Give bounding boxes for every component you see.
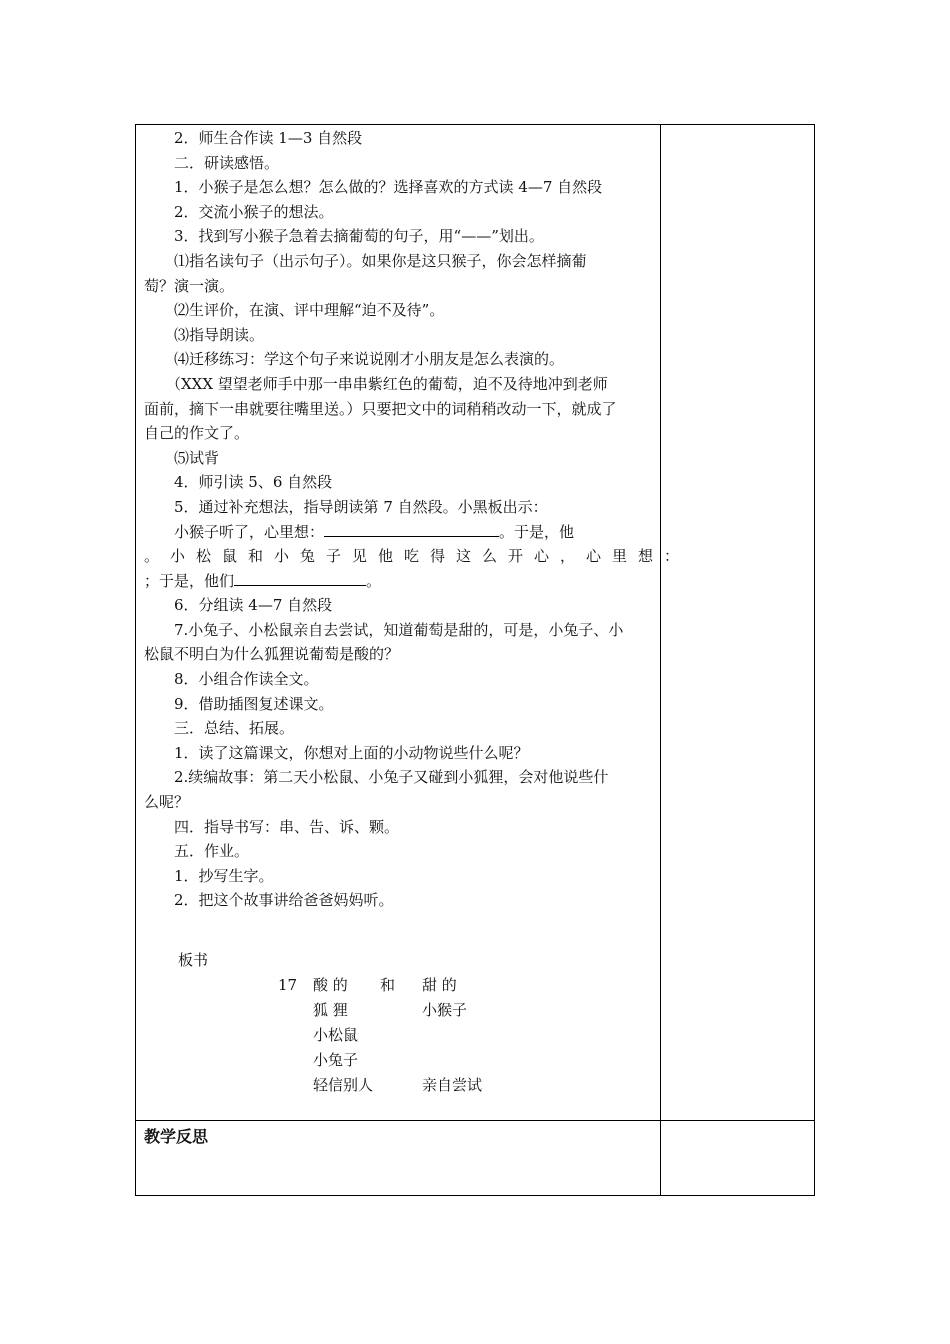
fill-text: 小猴子听了，心里想： — [174, 522, 325, 541]
row-divider — [135, 1120, 815, 1121]
board-trust: 轻信别人 — [313, 1076, 374, 1094]
board-squirrel: 小松鼠 — [313, 1026, 359, 1044]
text-line: 1．小猴子是怎么想？怎么做的？选择喜欢的方式读 4—7 自然段 — [174, 178, 603, 197]
text-line: 2．师生合作读 1—3 自然段 — [174, 129, 363, 147]
text-line: （XXX 望望老师手中那一串串紫红色的葡萄，迫不及待地冲到老师 — [166, 374, 608, 393]
text-line: 面前，摘下一串就要往嘴里送。）只要把文中的词稍稍改动一下，就成了 — [144, 399, 617, 418]
text-line: ⑴指名读句子（出示句子）。如果你是这只猴子，你会怎样摘葡 — [174, 251, 587, 270]
fill-text: 。小松鼠和小兔子见他吃得这么开心，心里想： — [144, 547, 691, 566]
text-line: 2．把这个故事讲给爸爸妈妈听。 — [174, 891, 394, 910]
fill-text: 。 — [366, 571, 382, 590]
text-line: 4．师引读 5、6 自然段 — [174, 473, 333, 492]
text-line: 1．抄写生字。 — [174, 866, 274, 885]
text-line: 松鼠不明白为什么狐狸说葡萄是酸的？ — [144, 645, 400, 664]
text-line: 萄？演一演。 — [144, 276, 235, 295]
fill-blank — [234, 571, 366, 586]
text-line: 8．小组合作读全文。 — [174, 670, 319, 689]
board-fox: 狐 狸 — [313, 1001, 348, 1019]
fill-line-1 — [144, 520, 654, 545]
board-number: 17 — [278, 976, 298, 994]
text-line: 2.续编故事：第二天小松鼠、小兔子又碰到小狐狸，会对他说些什 — [174, 768, 609, 787]
lesson-content — [144, 126, 691, 913]
text-line: 2．交流小猴子的想法。 — [174, 202, 334, 221]
board-sweet: 甜 的 — [422, 976, 457, 994]
board-label: 板书 — [178, 951, 209, 969]
text-line: 三．总结、拓展。 — [174, 719, 295, 738]
text-line: ⑵生评价，在演、评中理解“迫不及待”。 — [174, 301, 445, 320]
text-line: ⑸试背 — [174, 448, 220, 467]
text-line: 五．作业。 — [174, 842, 250, 861]
board-try: 亲自尝试 — [422, 1076, 483, 1094]
text-line: 9．借助插图复述课文。 — [174, 694, 334, 713]
text-line: 6．分组读 4—7 自然段 — [174, 596, 333, 615]
text-line: 自己的作文了。 — [144, 424, 250, 443]
text-line: 3．找到写小猴子急着去摘葡萄的句子，用“——”划出。 — [174, 227, 544, 246]
fill-blank — [324, 522, 499, 537]
text-line: 四．指导书写：串、告、诉、颗。 — [174, 817, 400, 836]
text-line: ⑶指导朗读。 — [174, 325, 265, 344]
reflection-heading: 教学反思 — [144, 1127, 209, 1146]
fill-text: 。于是，他 — [499, 522, 575, 541]
text-line: 么呢？ — [144, 793, 190, 812]
text-line: 二．研读感悟。 — [174, 153, 280, 172]
column-divider — [660, 124, 661, 1196]
board-rabbit: 小兔子 — [313, 1051, 359, 1069]
text-line: 7.小兔子、小松鼠亲自去尝试，知道葡萄是甜的，可是，小兔子、小 — [174, 620, 624, 639]
board-and: 和 — [380, 976, 396, 994]
text-line: 5．通过补充想法，指导朗读第 7 自然段。小黑板出示： — [174, 497, 548, 516]
fill-line-3 — [144, 569, 654, 594]
fill-line-2 — [144, 544, 691, 569]
board-monkey: 小猴子 — [422, 1001, 468, 1019]
text-line: ⑷迁移练习：学这个句子来说说刚才小朋友是怎么表演的。 — [174, 350, 565, 369]
fill-text: ；于是，他们 — [144, 571, 235, 590]
text-line: 1．读了这篇课文，你想对上面的小动物说些什么呢？ — [174, 743, 529, 762]
board-sour: 酸 的 — [313, 976, 348, 994]
